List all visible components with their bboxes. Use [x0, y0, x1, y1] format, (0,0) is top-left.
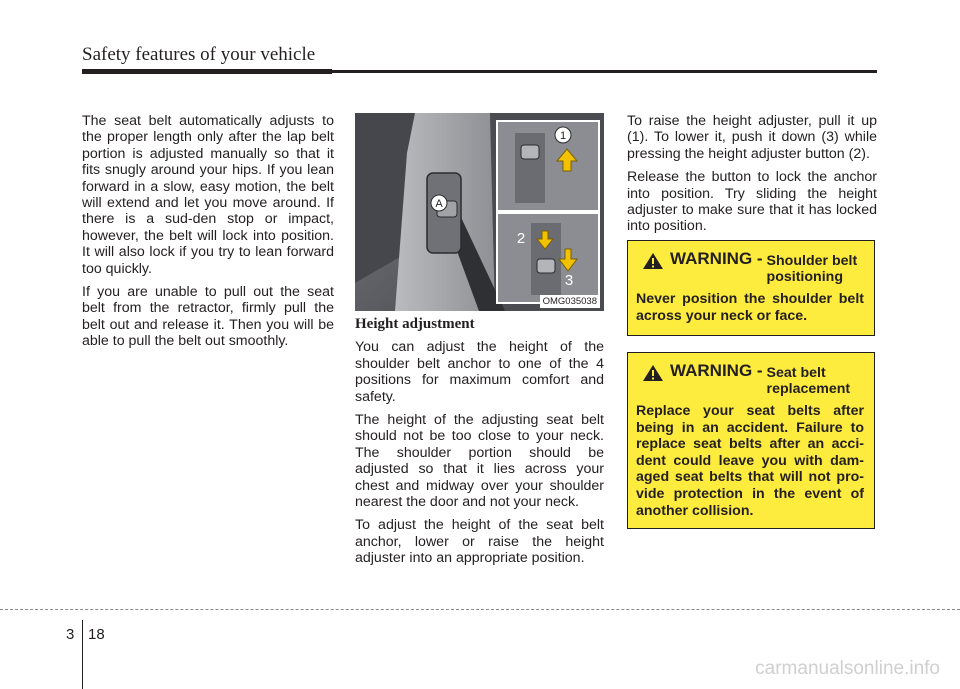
- page-header-title: Safety features of your vehicle: [82, 44, 316, 65]
- callout-3: 3: [564, 272, 574, 289]
- callout-a: A: [435, 198, 443, 210]
- inset-bottom-anchor: [537, 259, 555, 273]
- watermark: carmanualsonline.info: [755, 658, 940, 679]
- chapter-number: 3: [66, 626, 75, 643]
- seat-belt-figure: [355, 113, 604, 311]
- footer-dashed-rule: [0, 609, 960, 610]
- inset-top-rail: [515, 133, 545, 203]
- warning-box-belt-replacement: [627, 352, 875, 529]
- section-heading: Height adjustment: [355, 316, 475, 332]
- warning-label: WARNING -: [670, 361, 763, 380]
- page-number: 18: [88, 626, 105, 643]
- paragraph: You can adjust the height of the shoulder belt anchor to one of the 4 positions for maximum comfort and safety.: [355, 339, 604, 405]
- warning-header: [636, 251, 866, 285]
- warning-topic: Seat belt replacement: [766, 365, 851, 397]
- paragraph: The height of the adjusting seat belt should not be too close to your neck. The shoulder portion should be adjusted so that it lies across your chest and midway over your shoulder nearest the door and not your neck.: [355, 412, 604, 511]
- inset-top-anchor: [521, 145, 539, 159]
- footer-vertical-rule: [82, 620, 83, 689]
- paragraph: Release the button to lock the anchor into position. Try sliding the height adjuster to make sure that it has locked into position.: [627, 169, 877, 235]
- header-rule: [82, 70, 877, 73]
- callout-2: 2: [516, 230, 526, 247]
- warning-topic: Shoulder belt positioning: [766, 253, 858, 285]
- seat-belt-illustration: [355, 113, 604, 311]
- paragraph: The seat belt automatically adjusts to the proper length only after the lap belt portion is adjusted manually so that it fits snugly around your hips. If you lean forward in a slow, easy motion, the belt will extend and let you move around. If there is a sud-den stop or impact, however, the belt will lock into position. It will also lock if you try to lean forward too quickly.: [82, 113, 334, 277]
- warning-label: WARNING -: [670, 249, 763, 268]
- callout-1: 1: [559, 130, 567, 142]
- column-left: [82, 113, 334, 357]
- paragraph: To adjust the height of the seat belt anchor, lower or raise the height adjuster into an appropriate position.: [355, 517, 604, 567]
- warning-triangle-icon: [642, 252, 664, 270]
- column-right: [627, 113, 877, 242]
- paragraph: To raise the height adjuster, pull it up (1). To lower it, push it down (3) while pressing the height adjuster button (2).: [627, 113, 877, 162]
- figure-code: OMG035038: [540, 295, 600, 308]
- warning-triangle-icon: [642, 364, 664, 382]
- warning-text: Never position the shoulder belt across your neck or face.: [636, 291, 864, 324]
- warning-header: [636, 363, 866, 397]
- column-middle: [355, 316, 604, 574]
- inset-top: [497, 121, 599, 211]
- paragraph: If you are unable to pull out the seat belt from the retractor, firmly pull the belt out and release it. Then you will be able to pull the belt out smoothly.: [82, 284, 334, 350]
- warning-text: Replace your seat belts after being in an accident. Failure to replace seat belts after an acci-dent could leave you with dam-aged seat belts that will not pro-vide protection in the event of another collision.: [636, 403, 864, 519]
- warning-box-shoulder-belt: [627, 240, 875, 336]
